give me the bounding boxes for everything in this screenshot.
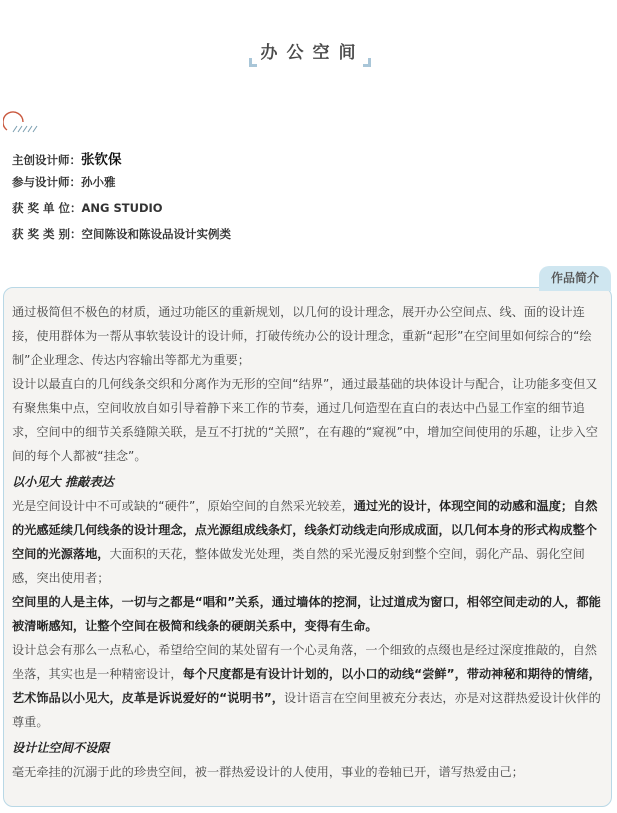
intro-content (12, 300, 605, 784)
title-area (0, 38, 617, 63)
intro-paragraph: 毫无牵挂的沉溺于此的珍贵空间，被一群热爱设计的人使用，事业的卷轴已开，谱写热爱由己； (12, 765, 524, 779)
text-run-bold: 通过光的设计，体现空间的动感和温度；自然的光感延续几何线条的设计理念，点光源组成线条灯，线条灯动线走向形成成面，以几何本身的形式构成整个空间的光源落地， (12, 499, 598, 561)
credit-value: 空间陈设和陈设品设计实例类 (81, 227, 232, 241)
section-heading: 以小见大 推敲表达 (12, 475, 114, 489)
credit-value: ANG STUDIO (81, 201, 163, 215)
credit-key: 参与设计师： (12, 175, 81, 189)
credit-row-participating-designer (12, 174, 602, 190)
text-run: 设计总会有那么一点私心，希望给空间的某处留有一个心灵角落，一个细致的点缀也是经过深度推敲的，自然坐落，其实也是一种精密设计， (12, 643, 597, 681)
title-bracket-left (249, 58, 257, 67)
text-run: 设计语言在空间里被充分表达，亦是对这群热爱设计伙伴的尊重。 (12, 691, 601, 729)
intro-paragraph (12, 638, 605, 734)
text-run-bold: 空间里的人是主体，一切与之都是“唱和”关系，通过墙体的挖洞，让过道成为窗口，相邻空间走动的人，都能被清晰感知，让整个空间在极简和线条的硬朗关系中，变得有生命。 (12, 595, 601, 633)
intro-paragraph: 设计以最直白的几何线条交织和分离作为无形的空间“结界”，通过最基础的块体设计与配合，让功能多变但又有聚焦集中点，空间收放自如引导着静下来工作的节奏，通过几何造型在直白的表达中凸显工作室的细节追求，空间中的细节关系缝隙关联，是互不打扰的“关照”，在有趣的“窥视”中，增加空间使用的乐趣，让步入空间的每个人都被“挂念”。 (12, 377, 598, 463)
intro-paragraph: 通过极简但不极色的材质，通过功能区的重新规划，以几何的设计理念，展开办公空间点、线、面的设计连接，使用群体为一帮从事软装设计的设计师，打破传统办公的设计理念，重新“起形”在空间里如何综合的“绘制”企业理念、传达内容输出等都尤为重要； (12, 305, 592, 367)
intro-paragraph (12, 494, 605, 590)
credit-value: 张钦保 (81, 152, 122, 168)
credit-row-award-category (12, 226, 602, 242)
text-run-bold: 每个尺度都是有设计计划的，以小口的动线“尝鲜”，带动神秘和期待的情绪，艺术饰品以小见大，皮革是诉说爱好的“说明书”， (12, 667, 601, 705)
intro-tab: 作品简介 (539, 266, 611, 291)
page-title (249, 38, 369, 63)
intro-paragraph (12, 590, 605, 638)
text-run: 大面积的天花，整体做发光处理，类自然的采光漫反射到整个空间，弱化产品、弱化空间感，突出使用者； (12, 547, 585, 585)
credit-row-award-unit (12, 200, 602, 216)
credit-value: 孙小雅 (81, 175, 116, 189)
credits-list (12, 148, 602, 252)
credit-row-lead-designer (12, 148, 602, 168)
title-bracket-right (363, 58, 371, 67)
decorative-circle-icon (3, 109, 43, 137)
section-heading: 设计让空间不设限 (12, 741, 110, 755)
text-run: 光是空间设计中不可或缺的“硬件”，原始空间的自然采光较差， (12, 499, 354, 513)
credit-key: 获 奖 单 位： (12, 201, 82, 215)
credit-key: 主创设计师： (12, 153, 81, 167)
credit-key: 获 奖 类 别： (12, 227, 82, 241)
page-title-text: 办公空间 (260, 43, 365, 63)
